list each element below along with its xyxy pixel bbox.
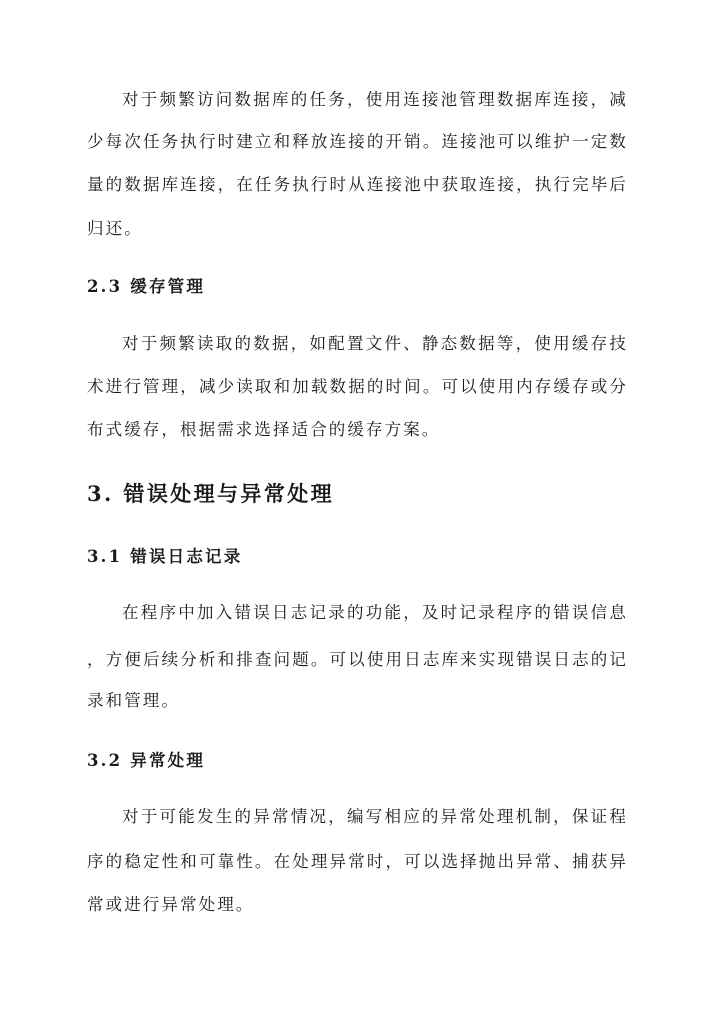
paragraph-line: ，方便后续分析和排查问题。可以使用日志库来实现错误日志的记: [87, 650, 628, 669]
paragraph-line: 序的稳定性和可靠性。在处理异常时，可以选择抛出异常、捕获异: [87, 852, 628, 871]
section-heading-2-3: 2.3 缓存管理: [87, 277, 206, 296]
paragraph-line: 少每次任务执行时建立和释放连接的开销。连接池可以维护一定数: [87, 132, 628, 151]
chapter-heading-3: 3. 错误处理与异常处理: [87, 481, 335, 506]
paragraph-line: 布式缓存，根据需求选择适合的缓存方案。: [87, 420, 441, 439]
paragraph-line: 术进行管理，减少读取和加载数据的时间。可以使用内存缓存或分: [87, 377, 628, 396]
paragraph-line: 对于可能发生的异常情况，编写相应的异常处理机制，保证程: [122, 807, 628, 826]
section-heading-3-2: 3.2 异常处理: [87, 751, 206, 770]
paragraph-line: 录和管理。: [87, 691, 180, 710]
paragraph-line: 对于频繁访问数据库的任务，使用连接池管理数据库连接，减: [122, 90, 628, 109]
paragraph-line: 归还。: [87, 219, 143, 238]
paragraph-line: 常或进行异常处理。: [87, 895, 255, 914]
paragraph-line: 量的数据库连接，在任务执行时从连接池中获取连接，执行完毕后: [87, 175, 628, 194]
paragraph-line: 在程序中加入错误日志记录的功能，及时记录程序的错误信息: [122, 603, 628, 622]
section-heading-3-1: 3.1 错误日志记录: [87, 547, 243, 566]
paragraph-line: 对于频繁读取的数据，如配置文件、静态数据等，使用缓存技: [122, 334, 628, 353]
